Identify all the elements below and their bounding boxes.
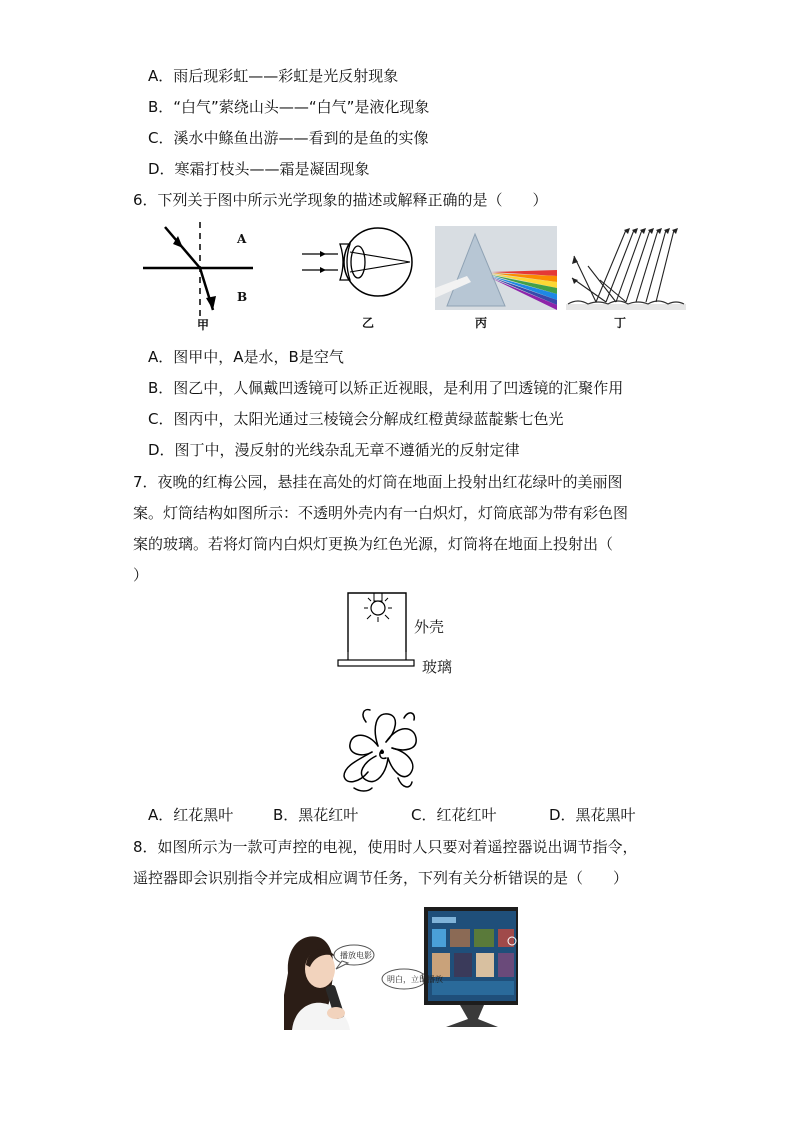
q7-stem-line-4: ） xyxy=(133,566,149,584)
q6-option-c: C．图丙中，太阳光通过三棱镜会分解成红橙黄绿蓝靛紫七色光 xyxy=(148,410,564,428)
q5-option-c: C．溪水中鲦鱼出游——看到的是鱼的实像 xyxy=(148,129,429,147)
q5-option-b: B．“白气”萦绕山头——“白气”是液化现象 xyxy=(148,98,430,116)
label-shell: 外壳 xyxy=(414,618,445,636)
q5-option-a: A．雨后现彩虹——彩虹是光反射现象 xyxy=(148,67,399,85)
q7-option-a: A．红花黑叶 xyxy=(148,806,234,824)
label-a: A xyxy=(237,232,247,246)
q8-stem-line-1: 8．如图所示为一款可声控的电视，使用时人只要对着遥控器说出调节指令， xyxy=(133,838,638,856)
caption-jia: 甲 xyxy=(197,318,210,332)
caption-bing: 丙 xyxy=(475,316,488,330)
flower-pattern-drawing xyxy=(338,702,428,794)
q8-stem-line-2: 遥控器即会识别指令并完成相应调节任务，下列有关分析错误的是（ ） xyxy=(133,869,629,887)
q7-stem-line-1: 7．夜晚的红梅公园，悬挂在高处的灯筒在地面上投射出红花绿叶的美丽图 xyxy=(133,473,623,491)
figure-yi-eye-lens xyxy=(298,226,423,332)
q6-stem: 6．下列关于图中所示光学现象的描述或解释正确的是（ ） xyxy=(133,191,548,209)
q7-option-c: C．红花红叶 xyxy=(411,806,497,824)
figure-bing-prism xyxy=(435,226,557,332)
caption-ding: 丁 xyxy=(614,316,627,330)
lamp-tube-diagram xyxy=(336,590,466,676)
q7-stem-line-3: 案的玻璃。若将灯筒内白炽灯更换为红色光源，灯筒将在地面上投射出（ xyxy=(133,535,614,553)
label-b: B xyxy=(237,290,248,304)
q6-option-d: D．图丁中，漫反射的光线杂乱无章不遵循光的反射定律 xyxy=(148,441,520,459)
reply-bubble-text: 明白，立即播放 xyxy=(387,975,443,984)
figure-jia-refraction xyxy=(143,222,263,332)
q6-option-b: B．图乙中，人佩戴凹透镜可以矫正近视眼，是利用了凹透镜的汇聚作用 xyxy=(148,379,624,397)
figure-ding-diffuse-reflection xyxy=(566,226,686,332)
voice-tv-photo xyxy=(284,905,518,1030)
q7-option-d: D．黑花黑叶 xyxy=(549,806,636,824)
speech-bubble-text: 播放电影 xyxy=(340,951,372,960)
q7-stem-line-2: 案。灯筒结构如图所示：不透明外壳内有一白炽灯，灯筒底部为带有彩色图 xyxy=(133,504,629,522)
q6-option-a: A．图甲中，A是水，B是空气 xyxy=(148,348,344,366)
q7-option-b: B．黑花红叶 xyxy=(273,806,359,824)
label-glass: 玻璃 xyxy=(422,658,453,676)
caption-yi: 乙 xyxy=(362,316,375,330)
q5-option-d: D．寒霜打枝头——霜是凝固现象 xyxy=(148,160,370,178)
